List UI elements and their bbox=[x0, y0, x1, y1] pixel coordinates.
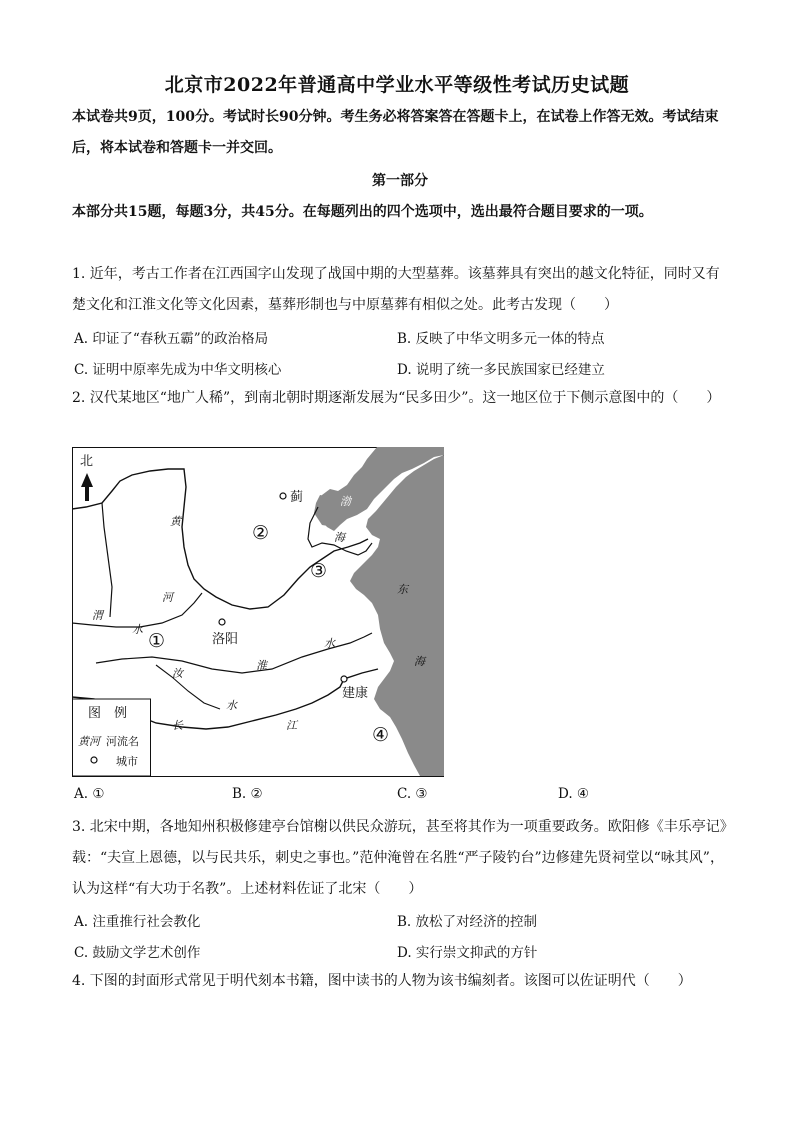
question-2-option-c[interactable]: C. ③ bbox=[397, 786, 428, 802]
river-label-chang: 长 bbox=[172, 719, 183, 732]
sea-label-dong: 东 bbox=[397, 583, 408, 596]
legend-city-icon bbox=[91, 757, 97, 763]
question-1-option-a[interactable]: A. 印证了“春秋五霸”的政治格局 bbox=[74, 331, 269, 347]
city-luoyang-label: 洛阳 bbox=[212, 632, 239, 647]
legend-title: 图 例 bbox=[88, 706, 128, 721]
map-marker-4: ④ bbox=[372, 724, 390, 746]
question-1-option-b[interactable]: B. 反映了中华文明多元一体的特点 bbox=[397, 331, 605, 347]
question-2-map bbox=[72, 447, 444, 777]
sea-label-bo: 渤 bbox=[340, 495, 351, 508]
legend-city-label: 城市 bbox=[116, 755, 138, 768]
question-1-stem: 1. 近年，考古工作者在江西国字山发现了战国中期的大型墓葬。该墓葬具有突出的越文化特征，同时又有楚文化和江淮文化等文化因素，墓葬形制也与中原墓葬有相似之处。此考古发现（ ） bbox=[72, 266, 720, 313]
river-label-ru-shui: 水 bbox=[226, 699, 237, 712]
question-4-stem: 4. 下图的封面形式常见于明代刻本书籍，图中读书的人物为该书编刻者。该图可以佐证明代（ ） bbox=[72, 973, 692, 989]
exam-intro: 本试卷共9页，100分。考试时长90分钟。考生务必将答案答在答题卡上，在试卷上作答无效。考试结束后，将本试卷和答题卡一并交回。 bbox=[72, 109, 719, 156]
sea-label-hai-2: 海 bbox=[414, 655, 425, 668]
river-label-ru: 汝 bbox=[172, 667, 183, 680]
river-label-wei: 渭 bbox=[92, 609, 103, 622]
city-jiankang-dot bbox=[341, 676, 347, 682]
map-marker-3: ③ bbox=[310, 560, 328, 582]
question-1-option-c[interactable]: C. 证明中原率先成为中华文明核心 bbox=[74, 362, 282, 378]
question-2-stem: 2. 汉代某地区“地广人稀”，到南北朝时期逐渐发展为“民多田少”。这一地区位于下侧示意图中的（ ） bbox=[72, 390, 721, 406]
river-label-huai-shui: 水 bbox=[324, 637, 335, 650]
river-label-he: 河 bbox=[162, 591, 173, 604]
question-3-option-b[interactable]: B. 放松了对经济的控制 bbox=[397, 914, 538, 930]
river-label-huai: 淮 bbox=[256, 659, 267, 672]
question-2-option-a[interactable]: A. ① bbox=[74, 786, 105, 802]
city-ji-dot bbox=[280, 493, 286, 499]
river-label-wei-shui: 水 bbox=[132, 623, 143, 636]
legend-river-sample: 黄河 bbox=[78, 735, 100, 748]
question-1-option-d[interactable]: D. 说明了统一多民族国家已经建立 bbox=[397, 362, 605, 378]
section-heading: 第一部分 bbox=[372, 173, 428, 189]
question-3-option-d[interactable]: D. 实行崇文抑武的方针 bbox=[397, 945, 538, 961]
legend-river-label: 河流名 bbox=[106, 735, 139, 748]
section-description: 本部分共15题，每题3分，共45分。在每题列出的四个选项中，选出最符合题目要求的一项。 bbox=[72, 204, 653, 220]
question-3-option-c[interactable]: C. 鼓励文学艺术创作 bbox=[74, 945, 201, 961]
question-3-stem: 3. 北宋中期，各地知州积极修建亭台馆榭以供民众游玩，甚至将其作为一项重要政务。欧阳修《丰乐亭记》载：“夫宣上恩德，以与民共乐，刺史之事也。”范仲淹曾在名胜“严子陵钓台”边修建先贤祠堂以“咏其风”，认为这样“有大功于名教”。上述材料佐证了北宋（ ） bbox=[72, 819, 727, 897]
river-label-jiang: 江 bbox=[286, 719, 297, 732]
map-marker-2: ② bbox=[252, 522, 270, 544]
map-marker-1: ① bbox=[148, 630, 166, 652]
page-title: 北京市2022年普通高中学业水平等级性考试历史试题 bbox=[164, 74, 630, 96]
question-2-option-b[interactable]: B. ② bbox=[232, 786, 263, 802]
svg-text:北: 北 bbox=[80, 454, 94, 469]
sea-label-hai-1: 海 bbox=[334, 531, 345, 544]
question-3-option-a[interactable]: A. 注重推行社会教化 bbox=[74, 914, 201, 930]
city-ji-label: 蓟 bbox=[290, 490, 304, 505]
map-legend bbox=[73, 699, 151, 776]
river-label-huang: 黄 bbox=[170, 515, 181, 528]
city-luoyang-dot bbox=[219, 619, 225, 625]
question-2-option-d[interactable]: D. ④ bbox=[558, 786, 590, 802]
city-jiankang-label: 建康 bbox=[342, 686, 369, 701]
